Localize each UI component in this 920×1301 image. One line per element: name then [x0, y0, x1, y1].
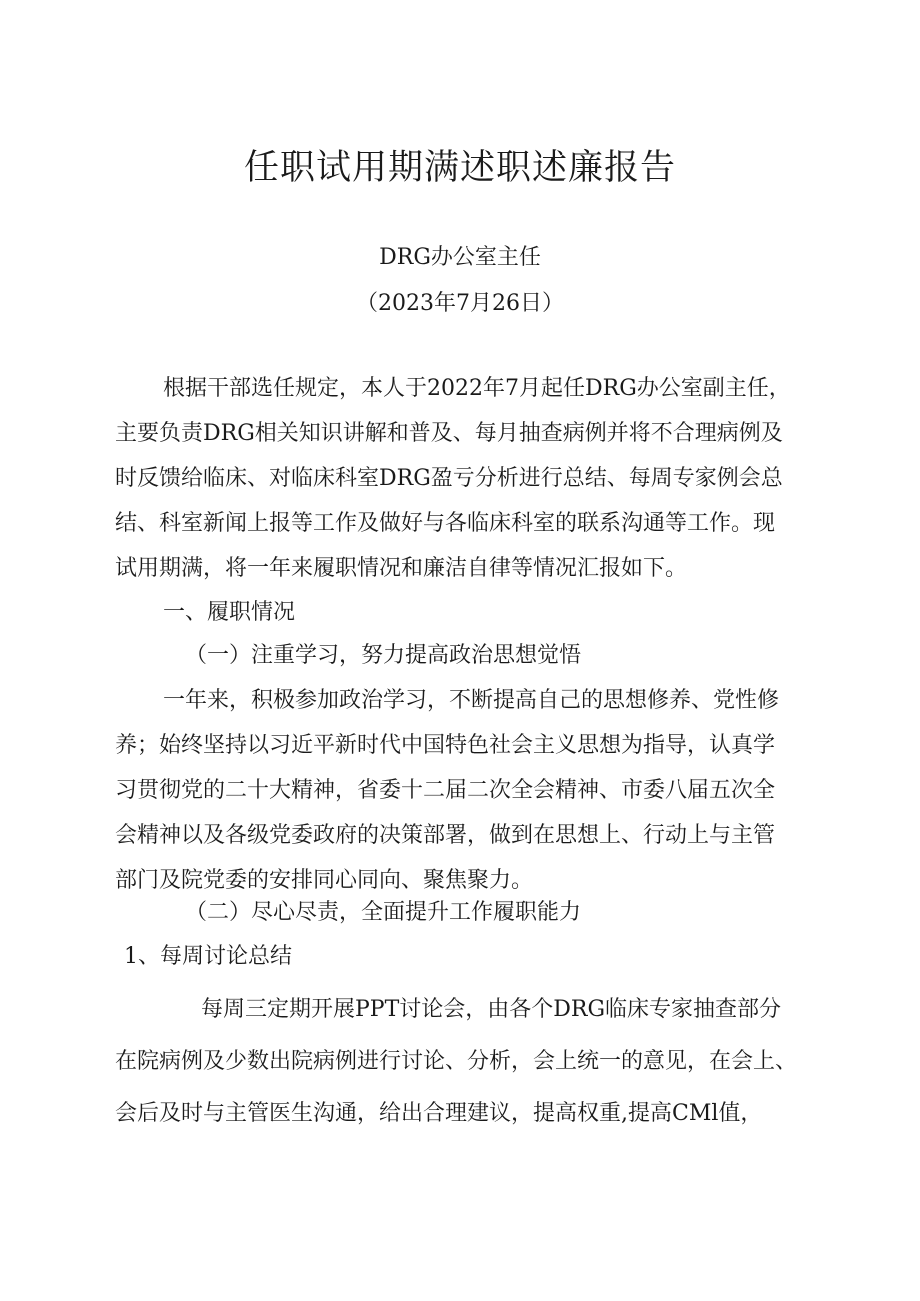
intro-line: 根据干部选任规定，本人于2022年7月起任DRG办公室副主任，: [163, 376, 791, 401]
subsection-1-heading: （一）注重学习，努力提高政治思想觉悟: [185, 643, 582, 668]
paragraph-line: 养；始终坚持以习近平新时代中国特色社会主义思想为指导，认真学: [115, 733, 776, 758]
item-1-heading: 1、每周讨论总结: [124, 944, 292, 969]
paragraph-line: 会精神以及各级党委政府的决策部署，做到在思想上、行动上与主管: [115, 823, 776, 848]
document-title: 任职试用期满述职述廉报告: [243, 148, 676, 188]
paragraph-line: 部门及院党委的安排同心同向、聚焦聚力。: [115, 868, 534, 893]
intro-line: 时反馈给临床、对临床科室DRG盈亏分析进行总结、每周专家例会总: [115, 466, 783, 491]
subsection-heading: [115, 633, 815, 678]
section-heading: [115, 590, 815, 635]
subsection-2-heading: （二）尽心尽责，全面提升工作履职能力: [185, 900, 582, 925]
subsection-1-paragraph: [115, 678, 815, 903]
subsection-heading: [115, 890, 815, 935]
date-line: （2023年7月26日）: [356, 291, 564, 316]
paragraph-line: 每周三定期开展PPT讨论会，由各个DRG临床专家抽查部分: [201, 997, 782, 1022]
paragraph-line: 习贯彻党的二十大精神，省委十二届二次全会精神、市委八届五次全: [115, 778, 776, 803]
paragraph-line: 在院病例及少数出院病例进行讨论、分析，会上统一的意见，在会上、: [115, 1049, 798, 1074]
intro-line: 试用期满，将一年来履职情况和廉洁自律等情况汇报如下。: [115, 556, 688, 581]
author-line: DRG办公室主任: [379, 245, 541, 270]
item-heading: [124, 934, 824, 979]
intro-line: 结、科室新闻上报等工作及做好与各临床科室的联系沟通等工作。现: [115, 511, 776, 536]
paragraph-line: 一年来，积极参加政治学习，不断提高自己的思想修养、党性修: [163, 688, 780, 713]
intro-paragraph: [115, 366, 815, 591]
paragraph-line: 会后及时与主管医生沟通，给出合理建议，提高权重,提高CMl值，: [115, 1101, 763, 1126]
intro-line: 主要负责DRG相关知识讲解和普及、每月抽查病例并将不合理病例及: [115, 421, 783, 446]
section-1-heading: 一、履职情况: [163, 600, 296, 625]
item-1-paragraph: [115, 984, 815, 1140]
